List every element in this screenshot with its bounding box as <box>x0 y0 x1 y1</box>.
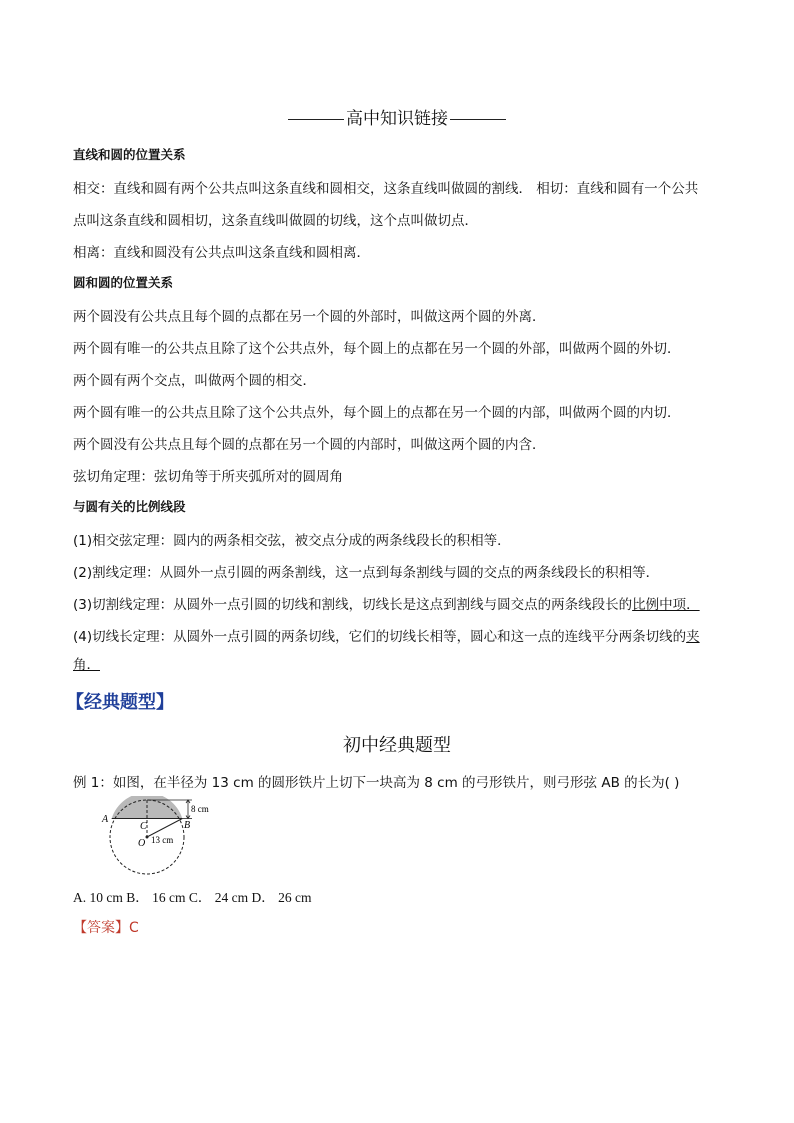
heading-line-circle: 直线和圆的位置关系 <box>73 147 186 162</box>
heading-circle-circle: 圆和圆的位置关系 <box>73 275 174 290</box>
paragraph-chord-tangent-theorem: 弦切角定理：弦切角等于所夹弧所对的圆周角 <box>73 469 343 485</box>
paragraph-separate: 相离：直线和圆没有公共点叫这条直线和圆相离． <box>73 245 370 261</box>
classic-subtitle: 初中经典题型 <box>343 735 451 756</box>
heading-proportional-segments: 与圆有关的比例线段 <box>73 499 186 514</box>
label-b: B <box>184 820 191 831</box>
section-title-text: 高中知识链接 <box>346 109 448 129</box>
label-a: A <box>102 814 109 825</box>
paragraph-tangent-length-cont <box>73 653 100 673</box>
tangent-length-text: (4)切线长定理：从圆外一点引圆的两条切线，它们的切线长相等，圆心和这一点的连线平分两条切线的 <box>73 629 687 645</box>
paragraph-tangent-secant-theorem <box>73 593 700 613</box>
paragraph-intersect-line2: 点叫这条直线和圆相切，这条直线叫做圆的切线，这个点叫做切点． <box>73 213 478 229</box>
paragraph-external-separate: 两个圆没有公共点且每个圆的点都在另一个圆的外部时，叫做这两个圆的外离． <box>73 309 546 325</box>
paragraph-secant-theorem: (2)割线定理：从圆外一点引圆的两条割线，这一点到每条割线与圆的交点的两条线段长的积相等． <box>73 565 660 581</box>
paragraph-contained: 两个圆没有公共点且每个圆的点都在另一个圆的内部时，叫做这两个圆的内含． <box>73 437 546 453</box>
example-options: A. 10 cm B． 16 cm C． 24 cm D． 26 cm <box>73 890 312 905</box>
paragraph-external-tangent: 两个圆有唯一的公共点且除了这个公共点外，每个圆上的点都在另一个圆的外部，叫做两个圆的外切． <box>73 341 681 357</box>
label-c: C <box>140 821 147 832</box>
paragraph-intersecting-circles: 两个圆有两个交点，叫做两个圆的相交． <box>73 373 316 389</box>
label-radius: 13 cm <box>151 835 174 845</box>
angle-underlined-part1: 夹 <box>686 629 700 645</box>
title-rule-right <box>450 119 506 120</box>
example-question: 例 1：如图，在半径为 13 cm 的圆形铁片上切下一块高为 8 cm 的弓形铁片，则弓形弦 AB 的长为( ) <box>73 775 680 791</box>
center-point <box>146 836 149 839</box>
paragraph-internal-tangent: 两个圆有唯一的公共点且除了这个公共点外，每个圆上的点都在另一个圆的内部，叫做两个圆的内切． <box>73 405 681 421</box>
paragraph-intersect-line1: 相交：直线和圆有两个公共点叫这条直线和圆相交，这条直线叫做圆的割线． 相切：直线和圆有一个公共 <box>73 181 699 197</box>
figure-segment-diagram <box>100 796 230 880</box>
classic-label: 【经典题型】 <box>66 692 174 713</box>
tangent-secant-text: (3)切割线定理：从圆外一点引圆的切线和割线，切线长是这点到割线与圆交点的两条线段长的 <box>73 597 633 613</box>
example-answer: 【答案】C <box>73 920 139 936</box>
angle-underlined-part2: 角． <box>73 657 100 673</box>
label-height: 8 cm <box>191 804 209 814</box>
mean-proportional-underlined: 比例中项． <box>632 597 700 613</box>
paragraph-intersecting-chords: (1)相交弦定理：圆内的两条相交弦，被交点分成的两条线段长的积相等． <box>73 533 511 549</box>
paragraph-tangent-length-theorem <box>73 625 700 645</box>
section-title <box>0 104 794 129</box>
title-rule-left <box>288 119 344 120</box>
label-o: O <box>138 838 146 849</box>
